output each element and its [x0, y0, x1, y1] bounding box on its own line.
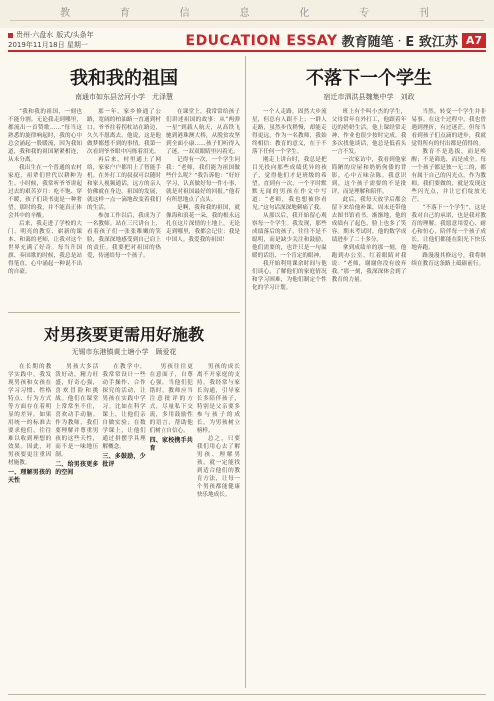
- masthead-separator: ·: [397, 33, 402, 48]
- banner-char: 刊: [418, 8, 430, 19]
- paragraph: 一次家访中，我看到他家简陋的房屋和奶奶佝偻的背影，心中五味杂陈。我意识到，这个孩子需要的不是批评，而是理解和陪伴。: [331, 157, 407, 195]
- article-column: [166, 108, 240, 308]
- article-column: [332, 108, 407, 693]
- paragraph: 在课堂上，我常常给孩子们讲述祖国的故事：从“两弹一星”到载人航天，从高铁飞驰到港珠澳大桥，从脱贫攻坚到全面小康……孩子们听得入了迷，一双双眼睛里闪着光。: [166, 109, 240, 155]
- paragraph: 男孩大多活泼好动，精力旺盛，好奇心强，喜欢冒险和挑战。他们在课堂上常常坐不住，喜欢动手动脑。作为教师，我们要理解并尊重男孩的这些天性，而不是一味地压制。: [55, 364, 99, 458]
- masthead-english: EDUCATION ESSAY: [185, 32, 338, 49]
- banner-char: 化: [299, 8, 311, 19]
- paragraph: 是啊，我和我的祖国，就像海和浪花一朵，我的根永远扎在这片深情的土地上。无论走到哪里，我都会记住：我是中国人。我爱我的祖国！: [166, 205, 240, 243]
- section-subhead: 二、给男孩更多的空间: [55, 461, 99, 476]
- banner-divider: [10, 20, 484, 21]
- paragraph: 我出生在一个普通的农村家庭，祖辈们世代以耕种为生。小时候，我常听爷爷讲起过去的艰苦岁月：吃不饱、穿不暖，孩子们读书更是一种奢望。那时的我，并不能真正体会其中的辛酸。: [8, 165, 82, 219]
- article-body: [252, 108, 486, 693]
- article-column: [55, 363, 98, 693]
- article-column: [8, 363, 51, 693]
- article-body: [8, 108, 240, 308]
- paragraph: 参加工作以后，我成为了一名教师。站在三尺讲台上，看着孩子们一张张稚嫩的笑脸，我深深地感受到自己肩上的责任。我要把对祖国的热爱，传递给每一个孩子。: [87, 213, 161, 259]
- paragraph: “不落下一个学生”，这是我对自己的承诺，也是我对教育的理解。我愿意用爱心、耐心和恒心，陪伴每一个孩子成长，让他们都能在阳光下快乐地奔跑。: [411, 205, 487, 251]
- paragraph: 从那以后，我开始留心观察每一个学生。我发现，那些成绩落后的孩子，往往不是不聪明，而是缺少关注和鼓励。他们需要的，也许只是一句温暖的话语、一个肯定的眼神。: [252, 213, 327, 259]
- section-divider: [8, 312, 240, 313]
- article-body: [8, 363, 240, 693]
- article-column: [411, 108, 486, 693]
- banner-char: 育: [119, 8, 131, 19]
- masthead-editor: E 致江苏: [405, 35, 458, 50]
- paragraph: 班上有个叫小杰的学生，父母常年在外打工，他跟着年迈的奶奶生活。他上课经常走神，作业也很少按时完成。我多次找他谈话，他总是低着头一言不发。: [331, 109, 407, 155]
- article-title: 对男孩要更需用好施教: [43, 325, 204, 344]
- paragraph: 教育不是选拔，而是唤醒；不是筛选，而是成全。每一个孩子都是独一无二的，都有属于自己的闪光点。作为教师，我们要做的，就是发现这些闪光点，并让它们绽放光芒。: [411, 149, 487, 203]
- masthead: [186, 31, 487, 50]
- masthead-chinese: 教育随笔: [341, 35, 394, 50]
- paragraph: “我和我的祖国，一刻也不能分割。无论我走到哪里，都流出一首赞歌……”每当这熟悉的旋律响起时，我的心中总会涌起一股暖流，因为我知道，我和我的祖国紧紧相连，从未分离。: [8, 109, 82, 163]
- banner-char: 专: [359, 8, 371, 19]
- page-bottom-rule: [8, 694, 486, 695]
- paragraph: 我开始利用课余时间与他们谈心，了解他们的家庭情况和学习困难，为他们制定个性化的学习计划。: [252, 261, 327, 291]
- edition-label: 贵州·六盘水: [16, 31, 54, 39]
- paragraph: 此后，我每天放学后都会留下来给他补课，周末还带他去图书馆看书。渐渐地，他的成绩有了起色，脸上也多了笑容。期末考试时，他的数学成绩进步了二十多分。: [331, 197, 407, 243]
- banner-char: 教: [60, 8, 71, 19]
- article-no-student-left-behind: [252, 56, 486, 688]
- section-subhead: 一、理解男孩的天性: [8, 469, 52, 484]
- page-number-badge: A7: [462, 33, 486, 48]
- paragraph: 那一年，家乡修通了公路，宽阔的柏油路一直通到村口。爷爷拄着拐杖站在路边，久久不愿离去。他说，这是他做梦都想不到的事情。我第一次看到爷爷眼中闪烁着泪光。: [87, 109, 161, 155]
- paragraph: 男孩的成长离不开家庭的支持。我经常与家长沟通，引导家长多陪伴孩子，特别是父亲要多参与孩子的成长，为男孩树立榜样。: [196, 364, 241, 434]
- article-byline: 南通市如东县岔河小学 尤泽慧: [75, 93, 173, 101]
- column-divider: [245, 56, 246, 688]
- paragraph: 后来，我走进了学校的大门。明亮的教室、崭新的课本、和蔼的老师，让我对这个世界充满了好奇。每当升国旗、奏国歌的时候，我总是站得笔直，心中涌起一种说不出的自豪。: [8, 221, 82, 275]
- edition-row: [8, 30, 94, 40]
- article-column: [8, 108, 82, 308]
- article-title: 我和我的祖国: [70, 68, 178, 89]
- paragraph: 总之，只要我们用心去了解男孩、理解男孩，就一定能找到适合他们的教育方法，让每一个男孩都能健康快乐地成长。: [196, 436, 241, 498]
- paragraph: 路漫漫其修远兮，我将继续在教育这条路上砥砺前行。: [411, 253, 487, 267]
- masthead-rule: [8, 50, 486, 52]
- banner-char: 息: [239, 8, 251, 19]
- paragraph: 在长期的教学实践中，我发现男孩和女孩在学习习惯、性格特点、行为方式等方面存在着明显的差异。如果用统一的标准去要求他们，往往难以收到理想的效果。因此，对男孩要更注重因材施教。: [8, 364, 52, 466]
- section-subhead: 三、多鼓励，少批评: [102, 453, 146, 468]
- banner-char: 信: [179, 8, 191, 19]
- section-subhead: 四、家校携手共育: [149, 437, 193, 452]
- article-title: 不落下一个学生: [306, 68, 432, 89]
- paragraph: 一个人走路，固然大步流星，但总有人跟不上；一群人走路，虽然步伐稍慢，却能走得更远。作为一名教师，我始终相信：教育的意义，在于不落下任何一个学生。: [252, 109, 327, 155]
- paragraph: 再后来，村里通上了网络，家家户户都用上了智能手机。在外打工的叔叔可以随时和家人视频通话，远方的亲人仿佛就在身边。祖国的发展，就这样一点一滴地改变着我们的生活。: [87, 157, 161, 211]
- article-column: [252, 108, 327, 693]
- issue-info: [8, 30, 94, 50]
- paragraph: 在教学中，我常常设计一些动手操作、合作探究的活动，让男孩在实践中学习。比如在科学课上，让他们亲自做实验；在数学课上，让他们通过拼摆学具理解概念。: [102, 364, 146, 450]
- article-byline: 无锡市东港镇黄土塘小学 顾爱花: [71, 348, 177, 356]
- article-column: [197, 363, 240, 693]
- article-column: [87, 108, 161, 308]
- paragraph: 记得有一次，一个学生问我：“老师，我们能为祖国做些什么呢？”我告诉他：“好好学习，认真做好每一件小事，就是对祖国最好的回报。”他若有所思地点了点头。: [166, 157, 240, 203]
- banner-chars: [60, 4, 430, 19]
- article-my-country: [8, 56, 240, 306]
- article-column: [102, 363, 145, 693]
- paragraph: 拿到成绩单的那一刻，他跑到办公室，红着眼睛对我说：“老师，谢谢你没有放弃我。”那一刻，我深深体会到了教育的力量。: [331, 245, 407, 283]
- page-banner: [0, 0, 494, 28]
- paragraph: 男孩往往更在意面子，自尊心强。当他们犯错时，教师应当注意批评的方式，尽量私下交流，多用鼓励性的语言，帮助他们树立自信心。: [149, 364, 193, 434]
- article-boys-education: [8, 318, 240, 690]
- paragraph: 刚走上讲台时，我总是把目光投向那些成绩优异的孩子，觉得他们才是班级的希望。直到有一次，一个平时默默无闻的男孩在作文中写道：“老师，我也想被你看见。”这句话深深地刺痛了我。: [252, 157, 327, 211]
- edition-marker-icon: [8, 33, 13, 38]
- paragraph: 当然，转变一个学生并非易事。在这个过程中，我也曾遇到挫折，有过迷茫。但每当看到孩子们点滴的进步，我就觉得所有的付出都是值得的。: [411, 109, 487, 147]
- issue-date: 2019年11月18日 星期一: [8, 41, 88, 49]
- article-column: [150, 363, 193, 693]
- issue-label: 版式/头条年: [56, 31, 94, 39]
- article-byline: 宿迁市泗洪县魏集中学 刘政: [323, 93, 415, 101]
